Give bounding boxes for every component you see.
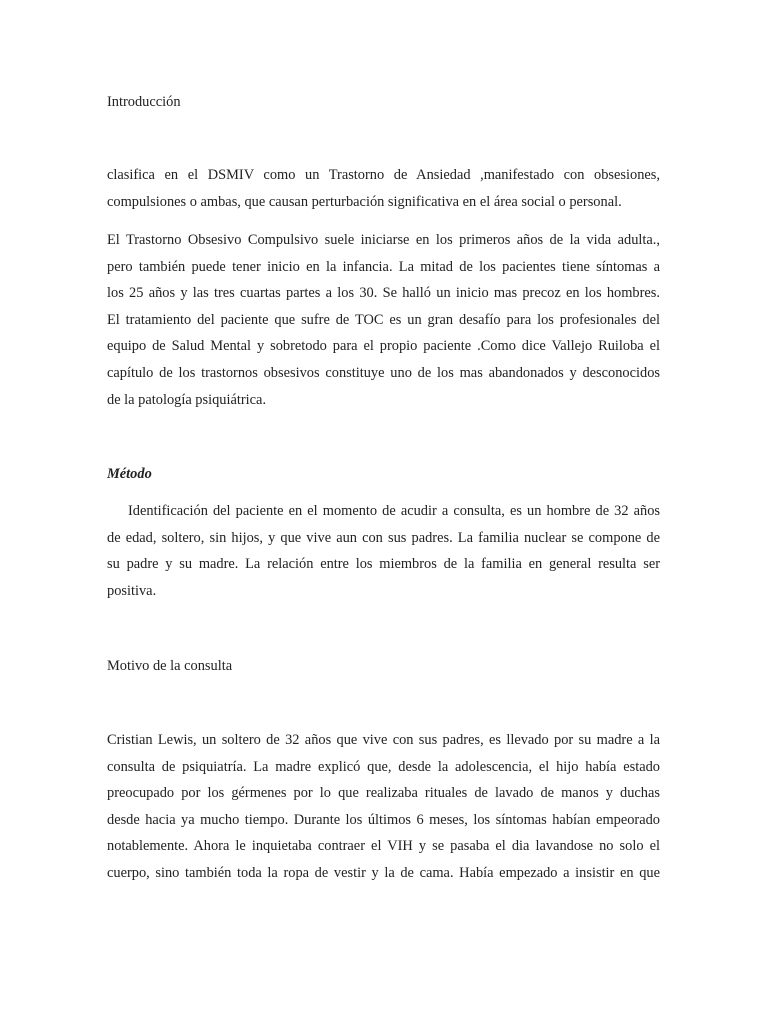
text-line: Identificación del paciente en el momento de acudir a consulta, es un hombre de 32 años bbox=[128, 503, 660, 519]
text-line: Cristian Lewis, un soltero de 32 años que vive con sus padres, es llevado por su madre a la bbox=[107, 732, 660, 748]
metodo-paragraph bbox=[107, 498, 660, 604]
text-line: de la patología psiquiátrica. bbox=[107, 391, 267, 408]
text-line: clasifica en el DSMIV como un Trastorno de Ansiedad ,manifestado con obsesiones, bbox=[107, 167, 660, 183]
motivo-paragraph bbox=[107, 727, 660, 887]
text-line: desde hacia ya mucho tiempo. Durante los últimos 6 meses, los síntomas habían empeorado bbox=[107, 811, 660, 828]
text-line: El tratamiento del paciente que sufre de TOC es un gran desafío para los profesionales del bbox=[107, 311, 660, 328]
intro-paragraph-2 bbox=[107, 227, 660, 413]
text-line: capítulo de los trastornos obsesivos constituye uno de los mas abandonados y desconocidos bbox=[107, 364, 660, 381]
text-line: los 25 años y las tres cuartas partes a los 30. Se halló un inicio mas precoz en los hombres. bbox=[107, 285, 660, 302]
text-line: pero también puede tener inicio en la infancia. La mitad de los pacientes tiene síntomas a bbox=[107, 258, 660, 275]
text-line: consulta de psiquiatría. La madre explicó que, desde la adolescencia, el hijo había estado bbox=[107, 758, 660, 775]
text-line: preocupado por los gérmenes por lo que realizaba rituales de lavado de manos y duchas bbox=[107, 785, 660, 802]
text-line: cuerpo, sino también toda la ropa de vestir y la de cama. Había empezado a insistir en que bbox=[107, 864, 660, 881]
text-line: notablemente. Ahora le inquietaba contraer el VIH y se pasaba el dia lavandose no solo el bbox=[107, 838, 660, 855]
heading-metodo: Método bbox=[107, 466, 152, 482]
intro-paragraph-1 bbox=[107, 162, 660, 215]
text-line: su padre y su madre. La relación entre los miembros de la familia en general resulta ser bbox=[107, 556, 660, 573]
heading-introduccion: Introducción bbox=[107, 94, 181, 110]
text-line: de edad, soltero, sin hijos, y que vive aun con sus padres. La familia nuclear se compone de bbox=[107, 529, 660, 546]
text-line: El Trastorno Obsesivo Compulsivo suele iniciarse en los primeros años de la vida adulta., bbox=[107, 232, 660, 248]
heading-motivo: Motivo de la consulta bbox=[107, 658, 233, 674]
text-line: compulsiones o ambas, que causan perturbación significativa en el área social o personal. bbox=[107, 193, 622, 210]
text-line: equipo de Salud Mental y sobretodo para el propio paciente .Como dice Vallejo Ruiloba el bbox=[107, 338, 660, 355]
text-line: positiva. bbox=[107, 582, 157, 599]
